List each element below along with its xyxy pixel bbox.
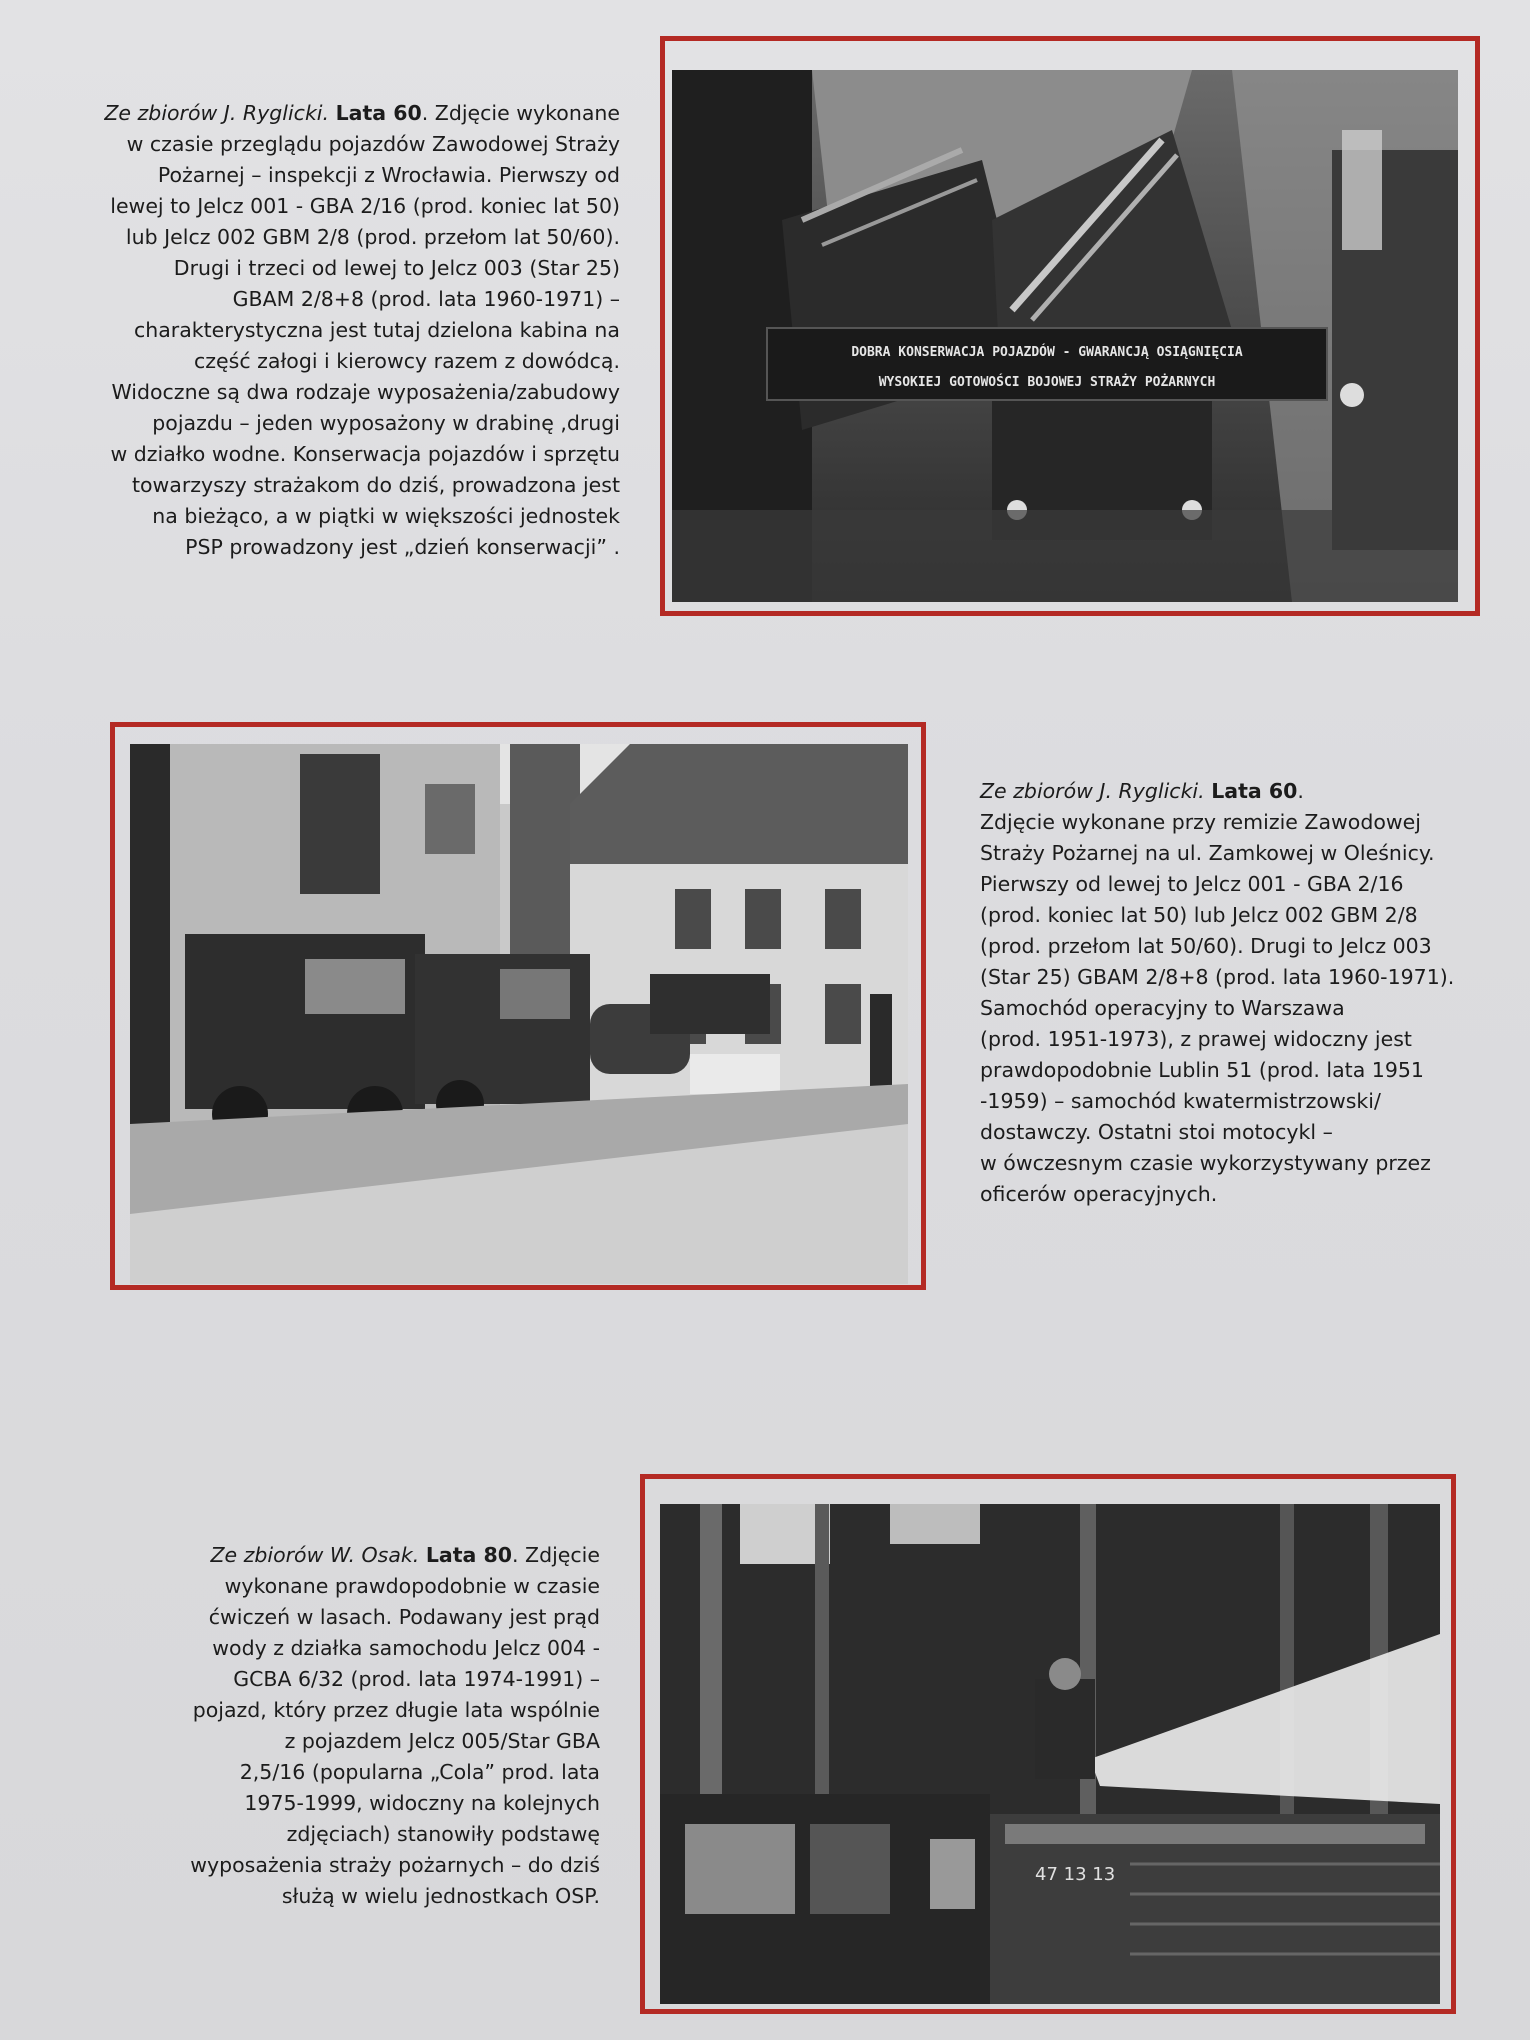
caption-1-line: w czasie przeglądu pojazdów Zawodowej Straży — [126, 132, 620, 156]
caption-1-line: GBAM 2/8+8 (prod. lata 1960-1971) – — [232, 287, 620, 311]
caption-3-tail: . Zdjęcie — [512, 1543, 600, 1567]
caption-2-line: w ówczesnym czasie wykorzystywany przez — [980, 1151, 1431, 1175]
caption-2-source: Ze zbiorów J. Ryglicki. — [980, 779, 1205, 803]
caption-2-tail: . — [1297, 779, 1304, 803]
caption-1-era: Lata 60 — [335, 101, 422, 125]
caption-3-line: służą w wielu jednostkach OSP. — [281, 1884, 600, 1908]
caption-1-line-0 — [40, 98, 620, 129]
caption-2-line: Straży Pożarnej na ul. Zamkowej w Oleśnicy. — [980, 841, 1435, 865]
caption-3-line: 1975-1999, widoczny na kolejnych — [244, 1791, 600, 1815]
caption-1-line: część załogi i kierowcy razem z dowódcą. — [194, 349, 620, 373]
caption-2-line: (Star 25) GBAM 2/8+8 (prod. lata 1960-1971). — [980, 965, 1455, 989]
caption-1-line: pojazdu – jeden wyposażony w drabinę ,drugi — [152, 411, 620, 435]
caption-1-line: na bieżąco, a w piątki w większości jednostek — [152, 504, 620, 528]
caption-1-source: Ze zbiorów J. Ryglicki. — [104, 101, 330, 125]
caption-3-line: zdjęciach) stanowiły podstawę — [286, 1822, 600, 1846]
photo-3 — [660, 1504, 1440, 2004]
caption-2-line: (prod. przełom lat 50/60). Drugi to Jelcz 003 — [980, 934, 1432, 958]
caption-3-line: wody z działka samochodu Jelcz 004 - — [212, 1636, 600, 1660]
caption-1-line: Widoczne są dwa rodzaje wyposażenia/zabudowy — [111, 380, 620, 404]
caption-1-line: PSP prowadzony jest „dzień konserwacji” . — [185, 535, 620, 559]
caption-3-line: wyposażenia straży pożarnych – do dziś — [190, 1853, 600, 1877]
caption-1-tail: . Zdjęcie wykonane — [421, 101, 620, 125]
caption-1 — [40, 98, 620, 563]
caption-3-line: wykonane prawdopodobnie w czasie — [224, 1574, 600, 1598]
photo-3-plate: 47 13 13 — [1035, 1864, 1116, 1885]
caption-3-line: pojazd, który przez długie lata wspólnie — [192, 1698, 600, 1722]
caption-3-line-0 — [110, 1540, 600, 1571]
caption-2-line: Samochód operacyjny to Warszawa — [980, 996, 1345, 1020]
caption-3 — [110, 1540, 600, 1912]
caption-2 — [980, 776, 1510, 1210]
photo-1 — [672, 70, 1458, 602]
caption-3-line: GCBA 6/32 (prod. lata 1974-1991) – — [233, 1667, 600, 1691]
caption-2-line: Pierwszy od lewej to Jelcz 001 - GBA 2/16 — [980, 872, 1404, 896]
caption-1-line: charakterystyczna jest tutaj dzielona kabina na — [133, 318, 620, 342]
photo-2 — [130, 744, 908, 1284]
caption-2-line: oficerów operacyjnych. — [980, 1182, 1218, 1206]
caption-2-era: Lata 60 — [1211, 779, 1298, 803]
caption-1-line: w działko wodne. Konserwacja pojazdów i sprzętu — [110, 442, 620, 466]
photo-1-banner-line-1: DOBRA KONSERWACJA POJAZDÓW - GWARANCJĄ OSIĄGNIĘCIA — [851, 345, 1243, 360]
caption-2-line: prawdopodobnie Lublin 51 (prod. lata 1951 — [980, 1058, 1424, 1082]
caption-2-line: dostawczy. Ostatni stoi motocykl – — [980, 1120, 1333, 1144]
caption-2-line: (prod. 1951-1973), z prawej widoczny jest — [980, 1027, 1412, 1051]
caption-3-line: ćwiczeń w lasach. Podawany jest prąd — [208, 1605, 600, 1629]
caption-1-line: Pożarnej – inspekcji z Wrocławia. Pierwszy od — [157, 163, 620, 187]
caption-1-line: lub Jelcz 002 GBM 2/8 (prod. przełom lat 50/60). — [125, 225, 620, 249]
caption-3-era: Lata 80 — [425, 1543, 513, 1567]
caption-3-line: z pojazdem Jelcz 005/Star GBA — [284, 1729, 600, 1753]
caption-2-line: Zdjęcie wykonane przy remizie Zawodowej — [980, 810, 1421, 834]
photo-1-banner-line-2: WYSOKIEJ GOTOWOŚCI BOJOWEJ STRAŻY POŻARNYCH — [878, 375, 1216, 390]
caption-3-line: 2,5/16 (popularna „Cola” prod. lata — [239, 1760, 600, 1784]
caption-2-line-0 — [980, 776, 1510, 807]
caption-1-line: lewej to Jelcz 001 - GBA 2/16 (prod. koniec lat 50) — [110, 194, 620, 218]
caption-2-line: (prod. koniec lat 50) lub Jelcz 002 GBM 2/8 — [980, 903, 1418, 927]
caption-3-source: Ze zbiorów W. Osak. — [210, 1543, 420, 1567]
caption-1-line: towarzyszy strażakom do dziś, prowadzona jest — [131, 473, 620, 497]
caption-2-line: -1959) – samochód kwatermistrzowski/ — [980, 1089, 1381, 1113]
caption-1-line: Drugi i trzeci od lewej to Jelcz 003 (Star 25) — [173, 256, 620, 280]
